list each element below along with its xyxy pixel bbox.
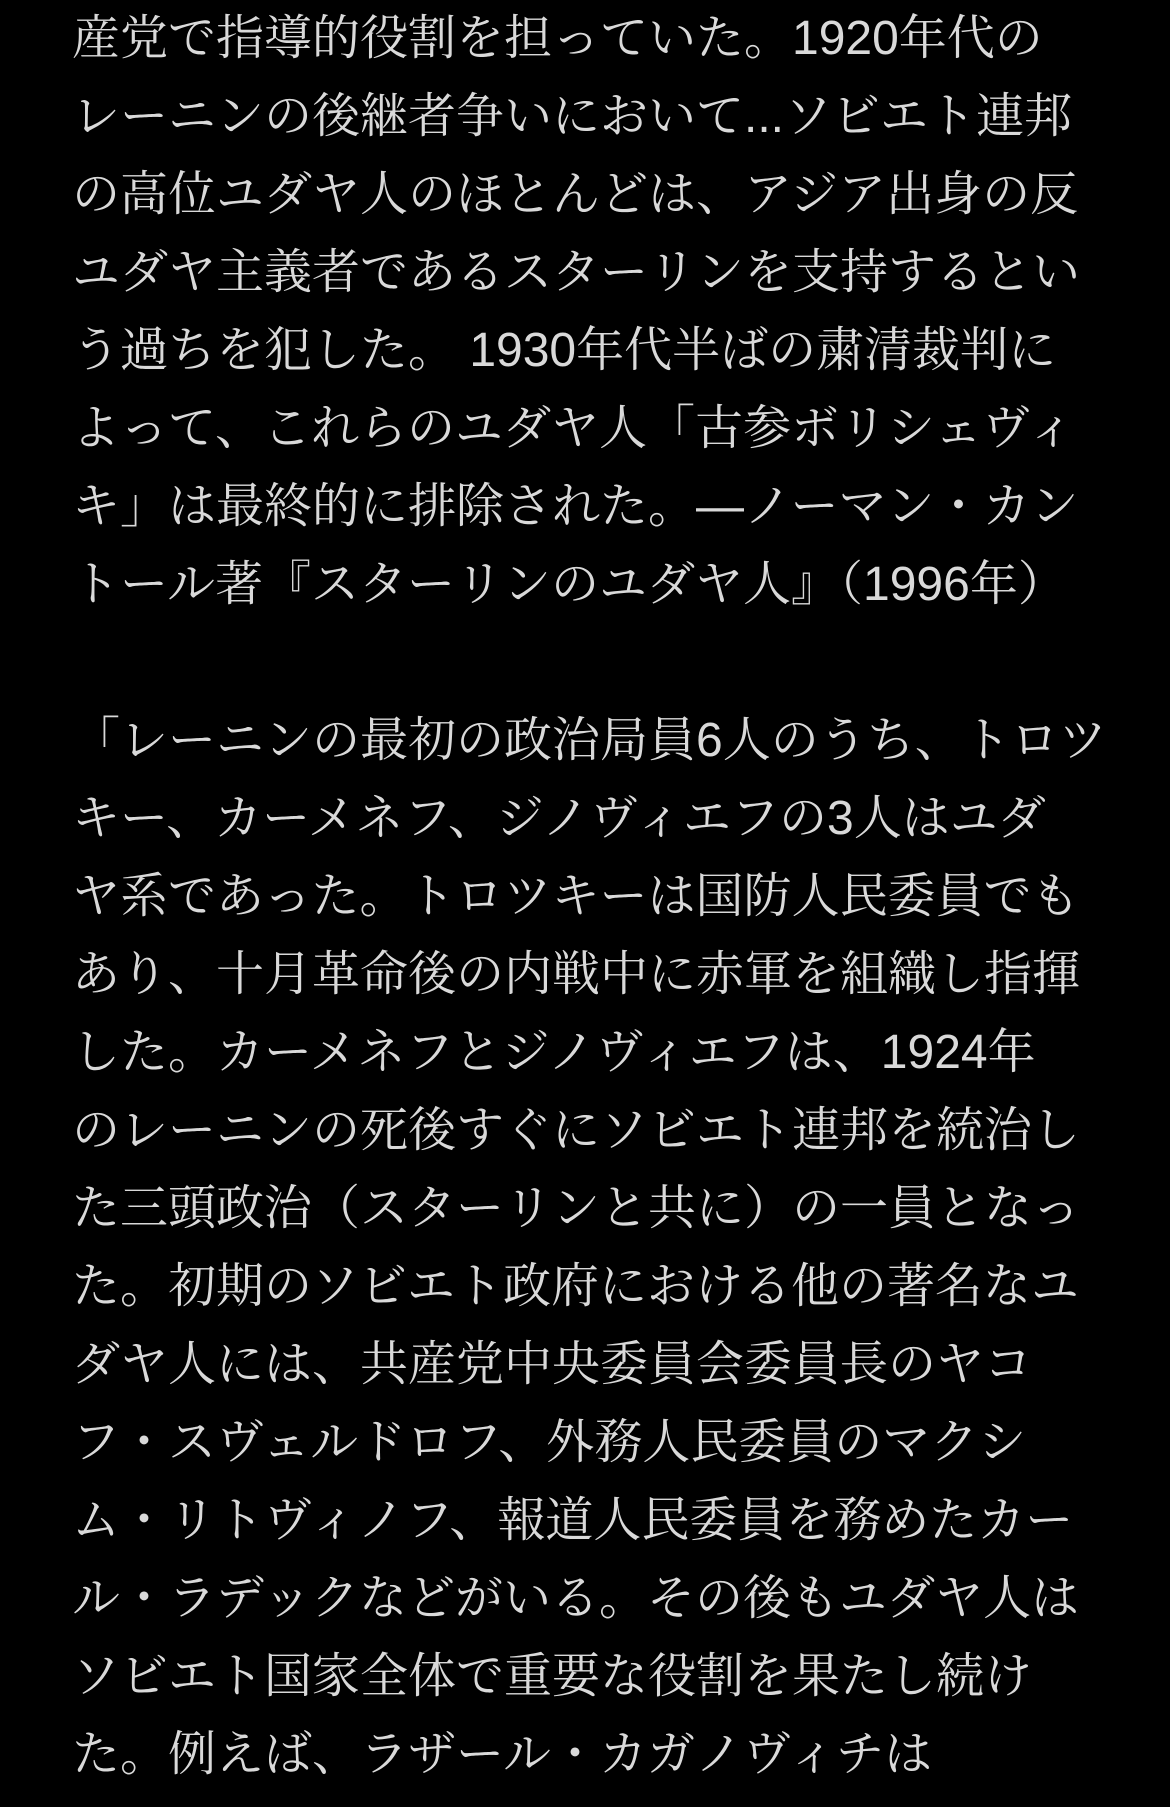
text-line: ル・ラデックなどがいる。その後もユダヤ人は [72,1572,1080,1625]
paragraph [72,702,1107,1794]
text-line: の高位ユダヤ人のほとんどは、アジア出身の反 [72,168,1079,221]
text-line: あり、十月革命後の内戦中に赤軍を組織し指揮 [72,948,1081,1001]
text-line: 「レーニンの最初の政治局員6人のうち、トロツ [72,714,1107,767]
text-line: ユダヤ主義者であるスターリンを支持するとい [72,246,1081,299]
text-line: のレーニンの死後すぐにソビエト連邦を統治し [72,1104,1081,1157]
text-line: よって、これらのユダヤ人「古参ボリシェヴィ [72,402,1076,455]
paragraph [72,0,1082,624]
text-line: キ」は最終的に排除された。—ノーマン・カン [72,480,1079,533]
text-line: た。初期のソビエト政府における他の著名なユ [72,1260,1080,1313]
text-line: トール著『スターリンのユダヤ人』（1996年） [72,558,1066,611]
text-line: 産党で指導的役割を担っていた。1920年代の [72,12,1043,65]
text-line: た。例えば、ラザール・カガノヴィチは [72,1728,933,1781]
text-line: う過ちを犯した。 1930年代半ばの粛清裁判に [72,324,1057,377]
text-line: た三頭政治（スターリンと共に）の一員となっ [72,1182,1081,1235]
reader-content [72,0,1107,1794]
text-line: キー、カーメネフ、ジノヴィエフの3人はユダ [72,792,1046,845]
text-line: レーニンの後継者争いにおいて...ソビエト連邦 [72,90,1073,143]
text-line: ヤ系であった。トロツキーは国防人民委員でも [72,870,1080,923]
text-line: ソビエト国家全体で重要な役割を果たし続け [72,1650,1033,1703]
text-line: ダヤ人には、共産党中央委員会委員長のヤコ [72,1338,1033,1391]
text-line: フ・スヴェルドロフ、外務人民委員のマクシ [72,1416,1027,1469]
text-line: ム・リトヴィノフ、報道人民委員を務めたカー [72,1494,1074,1547]
text-line: した。カーメネフとジノヴィエフは、1924年 [72,1026,1036,1079]
